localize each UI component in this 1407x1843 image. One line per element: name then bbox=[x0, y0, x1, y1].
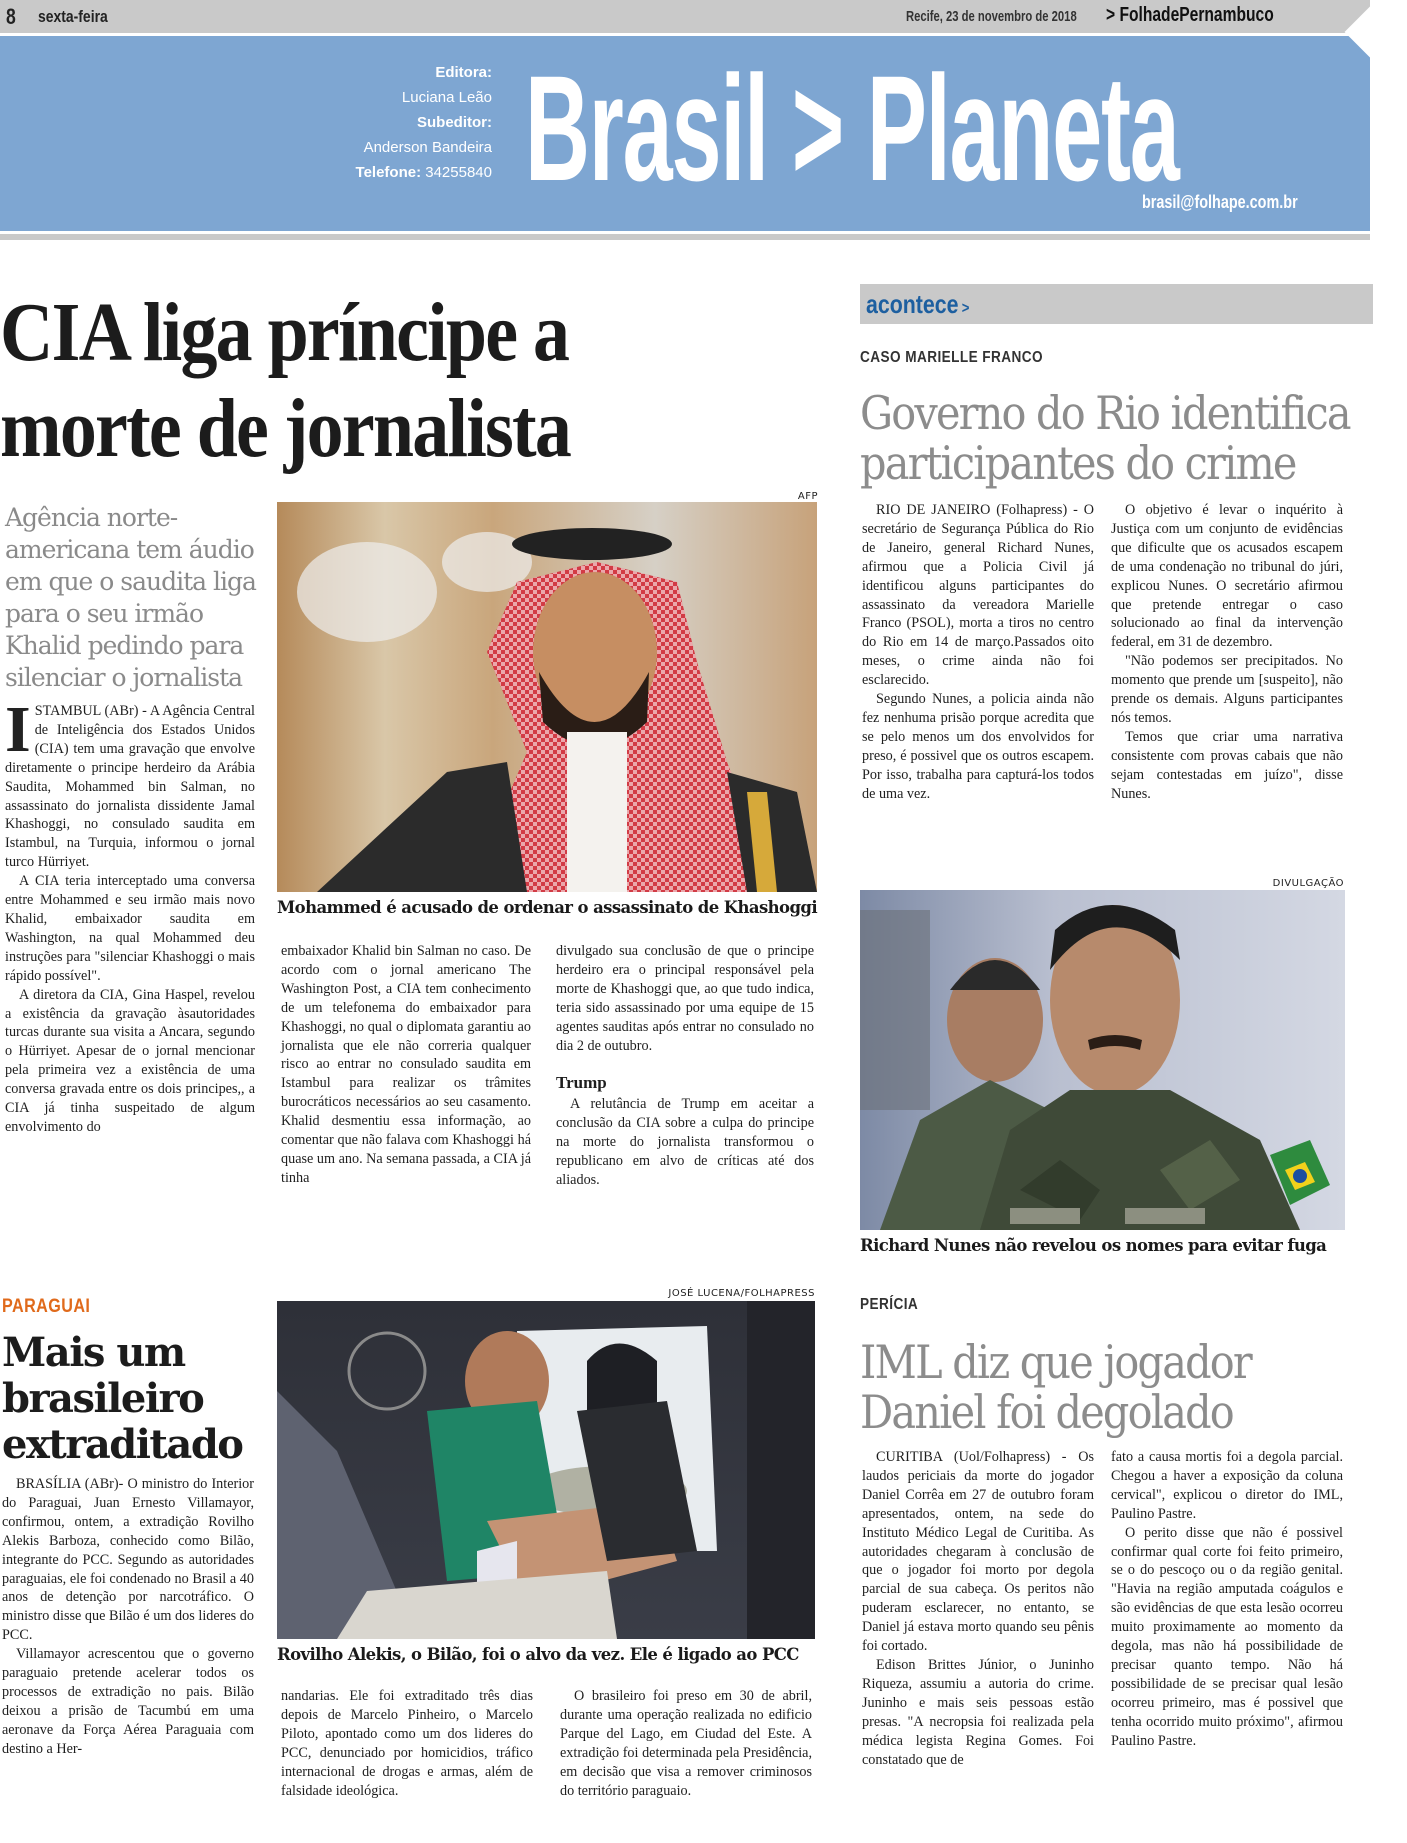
crown-prince-illustration bbox=[277, 502, 817, 892]
paragraph: embaixador Khalid bin Salman no caso. De acordo com o jornal americano The Washington Post, a CIA tem conhecimento de um telefonema do embaixador para Khashoggi, no qual o diplomata garantiu ao jornalista que ele não correria qualquer risco ao entrar no consulado saudita em Istambul para realizar os trâmites burocráticos necessários ao seu casamento. Khalid desmentiu essa informação, ao comentar que não falava com Khashoggi há quase um ano. Na semana passada, a CIA já tinha bbox=[281, 943, 531, 1186]
article-column bbox=[1111, 1448, 1343, 1751]
photo-credit: AFP bbox=[797, 491, 818, 502]
staff-label: Subeditor: bbox=[417, 114, 492, 131]
marielle-headline bbox=[860, 388, 1350, 488]
photo-credit: JOSÉ LUCENA/FOLHAPRESS bbox=[668, 1288, 815, 1299]
kicker: PERÍCIA bbox=[860, 1296, 919, 1313]
article-column bbox=[281, 942, 531, 1188]
paragraph: nandarias. Ele foi extraditado três dias depois de Marcelo Pinheiro, o Marcelo Piloto, apontado como um dos lideres do PCC, denunciado por homicidios, tráfico internacional de drogas e armas, além de falsidade ideológica. bbox=[281, 1688, 533, 1799]
headline-line: IML diz que jogador bbox=[860, 1335, 1251, 1389]
subheading: Trump bbox=[556, 1073, 607, 1093]
paragraph: O objetivo é levar o inquérito à Justiça com um conjunto de evidências que dificulte que os acusados escapem de uma condenação no tribunal do júri, explicou Nunes. O secretário afirmou que pretende entregar o caso solucionado ao final da intervenção federal, em 31 de dezembro. bbox=[1111, 502, 1343, 651]
photo-crown-prince bbox=[277, 502, 817, 892]
weekday: sexta-feira bbox=[38, 7, 108, 26]
headline-line: Governo do Rio identifica bbox=[860, 386, 1350, 440]
paragraph: A relutância de Trump em aceitar a conclusão da CIA sobre a culpa do principe na morte do jornalista transformou o republicano em alvo de críticas até dos aliados. bbox=[556, 1096, 814, 1189]
banner-bottom-strip bbox=[0, 234, 1370, 240]
article-column bbox=[862, 1448, 1094, 1769]
chevron-right-icon: > bbox=[961, 300, 970, 317]
staff-value: Luciana Leão bbox=[401, 89, 492, 106]
acontece-label bbox=[866, 289, 969, 320]
article-column bbox=[560, 1687, 812, 1800]
headline-line: participantes do crime bbox=[860, 436, 1296, 490]
brand-name: > FolhadePernambuco bbox=[1106, 4, 1274, 26]
paragraph: CURITIBA (Uol/Folhapress) - Os laudos periciais da morte do jogador Daniel Corrêa em 27 de outubro foram apresentados, ontem, na sede do Instituto Médico Legal de Curitiba. As autoridades chegaram à conclusão de que o jogador foi morto por degola parcial de sua cabeça. Os peritos não puderam esclarecer, no entanto, se Daniel já estava morto quando seu pênis foi cortado. bbox=[862, 1449, 1094, 1655]
paragraph: BRASÍLIA (ABr)- O ministro do Interior do Paraguai, Juan Ernesto Villamayor, confirmou, ontem, a extradição Rovilho Alekis Barboza, conhecido como Bilão, integrante do PCC. Segundo as autoridades paraguaias, ele foi condenado no Brasil a 40 anos de detenção por narcotráfico. O ministro disse que Bilão é um dos lideres do PCC. bbox=[2, 1476, 254, 1644]
photo-caption: Mohammed é acusado de ordenar o assassinato de Khashoggi bbox=[277, 898, 817, 917]
staff-value: 34255840 bbox=[425, 164, 492, 181]
page-number: 8 bbox=[6, 4, 16, 29]
main-headline bbox=[0, 285, 739, 477]
article-column bbox=[862, 501, 1094, 804]
paragraph: A diretora da CIA, Gina Haspel, revelou a existência da gravação àsautoridades turcas durante sua visita a Ancara, segundo o Hürriyet. Apesar de o jornal mencionar pela primeira vez a existência de uma conversa gravada entre os dois principes,, a CIA já tinha suspeitado de algum envolvimento do bbox=[5, 986, 255, 1135]
article-column bbox=[281, 1687, 533, 1800]
dropcap: I bbox=[5, 693, 31, 766]
article-column bbox=[5, 693, 255, 1137]
section-email[interactable]: brasil@folhape.com.br bbox=[1142, 192, 1298, 212]
helicopter-illustration bbox=[277, 1301, 815, 1639]
kicker: CASO MARIELLE FRANCO bbox=[860, 349, 1044, 366]
section-title: Brasil > Planeta bbox=[525, 44, 1179, 212]
generals-illustration bbox=[860, 890, 1345, 1230]
paragraph: divulgado sua conclusão de que o principe herdeiro era o principal responsável pela morte de Khashoggi que, ao que tudo indica, teria sido assassinado por uma equipe de 15 agentes sauditas após entrar no consulado no dia 2 de outubro. bbox=[556, 943, 814, 1054]
headline-line: morte de jornalista bbox=[0, 382, 571, 475]
main-subhead: Agência norte-americana tem áudio em que o saudita liga para o seu irmão Khalid pedindo para silenciar o jornalista bbox=[5, 503, 256, 692]
staff-label: Telefone: bbox=[355, 164, 422, 181]
photo-credit: DIVULGAÇÃO bbox=[1272, 878, 1344, 889]
paragraph: Villamayor acrescentou que o governo paraguaio pretende acelerar todos os processos de extradição no pais. Bilão deixou a prisão de Tacumbú em uma aeronave da Força Aérea Paraguaia com destino a Her- bbox=[2, 1646, 254, 1757]
paragraph: Segundo Nunes, a policia ainda não fez nenhuma prisão porque acredita que se pelo menos um dos envolvidos for preso, é possivel que os outros escapem. Por isso, trabalha para capturá-los todos de uma vez. bbox=[862, 691, 1094, 802]
paragraph: "Não podemos ser precipitados. No momento que prende um [suspeito], não prende os demais. Alguns participantes nós temos. bbox=[1111, 653, 1343, 726]
paragraph: Temos que criar uma narrativa consistente com provas cabais que não sejam contestadas em juízo", disse Nunes. bbox=[1111, 728, 1343, 802]
article-column bbox=[556, 942, 814, 1190]
headline-line: CIA liga príncipe a bbox=[0, 286, 569, 379]
photo-bilao bbox=[277, 1301, 815, 1639]
article-column bbox=[1111, 501, 1343, 804]
headline-line: Daniel foi degolado bbox=[860, 1385, 1233, 1439]
article-column bbox=[2, 1475, 254, 1759]
staff-label: Editora: bbox=[435, 64, 492, 81]
paraguai-headline: Mais um brasileiro extraditado bbox=[2, 1329, 243, 1468]
photo-richard-nunes bbox=[860, 890, 1345, 1230]
acontece-text: acontece bbox=[866, 289, 959, 319]
staff-value: Anderson Bandeira bbox=[363, 139, 492, 156]
photo-caption: Richard Nunes não revelou os nomes para evitar fuga bbox=[860, 1236, 1327, 1255]
photo-caption: Rovilho Alekis, o Bilão, foi o alvo da vez. Ele é ligado ao PCC bbox=[277, 1645, 799, 1664]
kicker: PARAGUAI bbox=[2, 1296, 91, 1317]
pericia-headline bbox=[860, 1337, 1251, 1437]
paragraph: fato a causa mortis foi a degola parcial. Chegou a haver a exposição da coluna cervical", explicou o diretor do IML, Paulino Pastre. bbox=[1111, 1449, 1343, 1522]
paragraph: STAMBUL (ABr) - A Agência Central de Inteligência dos Estados Unidos (CIA) tem uma gravação que envolve diretamente o principe herdeiro da Arábia Saudita, Mohammed bin Salman, no assassinato do jornalista dissidente Jamal Khashoggi, no consulado saudita em Istambul, na Turquia, informou o jornal turco Hürriyet. bbox=[5, 703, 255, 871]
paragraph: Edison Brittes Júnior, o Juninho Riqueza, assumiu a autoria do crime. Juninho e mais seis pessoas estão presas. "A necropsia foi realizada pela médica legista Regina Gomes. Foi constatado que de bbox=[862, 1656, 1094, 1768]
paragraph: O brasileiro foi preso em 30 de abril, durante uma operação realizada no edificio Parque del Lago, em Ciudad del Este. A extradição foi determinada pela Presidência, em decisão que visa a remover criminosos do território paraguaio. bbox=[560, 1688, 812, 1799]
paragraph: O perito disse que não é possivel confirmar qual corte foi feito primeiro, se o do pescoço ou o da região genital. "Havia na região amputada coágulos e são evidências de que esta lesão ocorreu muito proximamente ao momento da degola, mas não há possibilidade de precisar quanto tempo. Não há possibilidade de se precisar qual lesão ocorreu primeiro, mas é possivel que tenha ocorrido muito próximo", afirmou Paulino Pastre. bbox=[1111, 1524, 1343, 1749]
paragraph: A CIA teria interceptado uma conversa entre Mohammed e seu irmão mais novo Khalid, embaixador saudita em Washington, na qual Mohammed deu instruções para "silenciar Khashoggi o mais rápido possível". bbox=[5, 873, 255, 984]
staff-box bbox=[0, 60, 492, 185]
dateline: Recife, 23 de novembro de 2018 bbox=[906, 8, 1077, 25]
paragraph: RIO DE JANEIRO (Folhapress) - O secretário de Segurança Pública do Rio de Janeiro, general Richard Nunes, afirmou que a Policia Civil já identificou alguns participantes do assassinato da vereadora Marielle Franco (PSOL), morta a tiros no centro do Rio em 14 de março.Passados oito meses, o crime ainda não foi esclarecido. bbox=[862, 502, 1094, 689]
